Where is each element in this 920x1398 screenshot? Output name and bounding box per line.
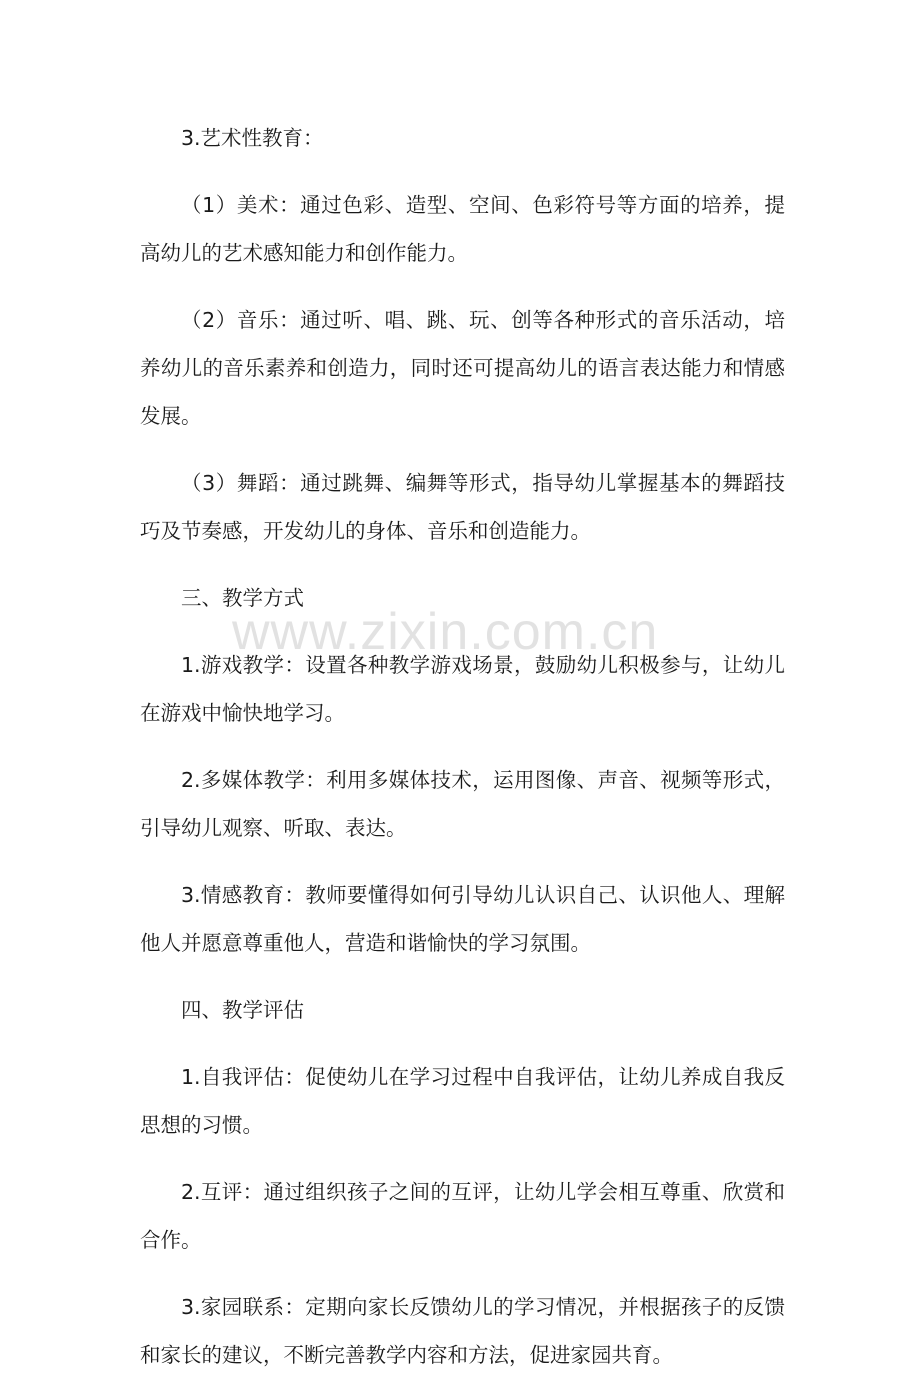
paragraph-multimedia-teaching: 2.多媒体教学：利用多媒体技术，运用图像、声音、视频等形式，引导幼儿观察、听取、表达。 (140, 768, 785, 840)
paragraph-dance: （3）舞蹈：通过跳舞、编舞等形式，指导幼儿掌握基本的舞蹈技巧及节奏感，开发幼儿的身体、音乐和创造能力。 (140, 471, 785, 543)
section-heading-art-education: 3.艺术性教育： (181, 126, 324, 150)
section-heading-teaching-methods: 三、教学方式 (181, 586, 304, 610)
watermark-text: www.zixin.com.cn (232, 603, 659, 661)
document-body (140, 114, 785, 1398)
paragraph-peer-evaluation: 2.互评：通过组织孩子之间的互评，让幼儿学会相互尊重、欣赏和合作。 (140, 1180, 785, 1252)
paragraph-fine-arts: （1）美术：通过色彩、造型、空间、色彩符号等方面的培养，提高幼儿的艺术感知能力和创作能力。 (140, 193, 785, 265)
paragraph-home-school-contact: 3.家园联系：定期向家长反馈幼儿的学习情况，并根据孩子的反馈和家长的建议，不断完善教学内容和方法，促进家园共育。 (140, 1295, 785, 1367)
paragraph-emotional-education: 3.情感教育：教师要懂得如何引导幼儿认识自己、认识他人、理解他人并愿意尊重他人，营造和谐愉快的学习氛围。 (140, 883, 785, 955)
paragraph-game-teaching: 1.游戏教学：设置各种教学游戏场景，鼓励幼儿积极参与，让幼儿在游戏中愉快地学习。 (140, 653, 785, 725)
paragraph-music: （2）音乐：通过听、唱、跳、玩、创等各种形式的音乐活动，培养幼儿的音乐素养和创造力，同时还可提高幼儿的语言表达能力和情感发展。 (140, 308, 785, 428)
section-heading-teaching-evaluation: 四、教学评估 (181, 998, 304, 1022)
paragraph-self-evaluation: 1.自我评估：促使幼儿在学习过程中自我评估，让幼儿养成自我反思想的习惯。 (140, 1065, 785, 1137)
